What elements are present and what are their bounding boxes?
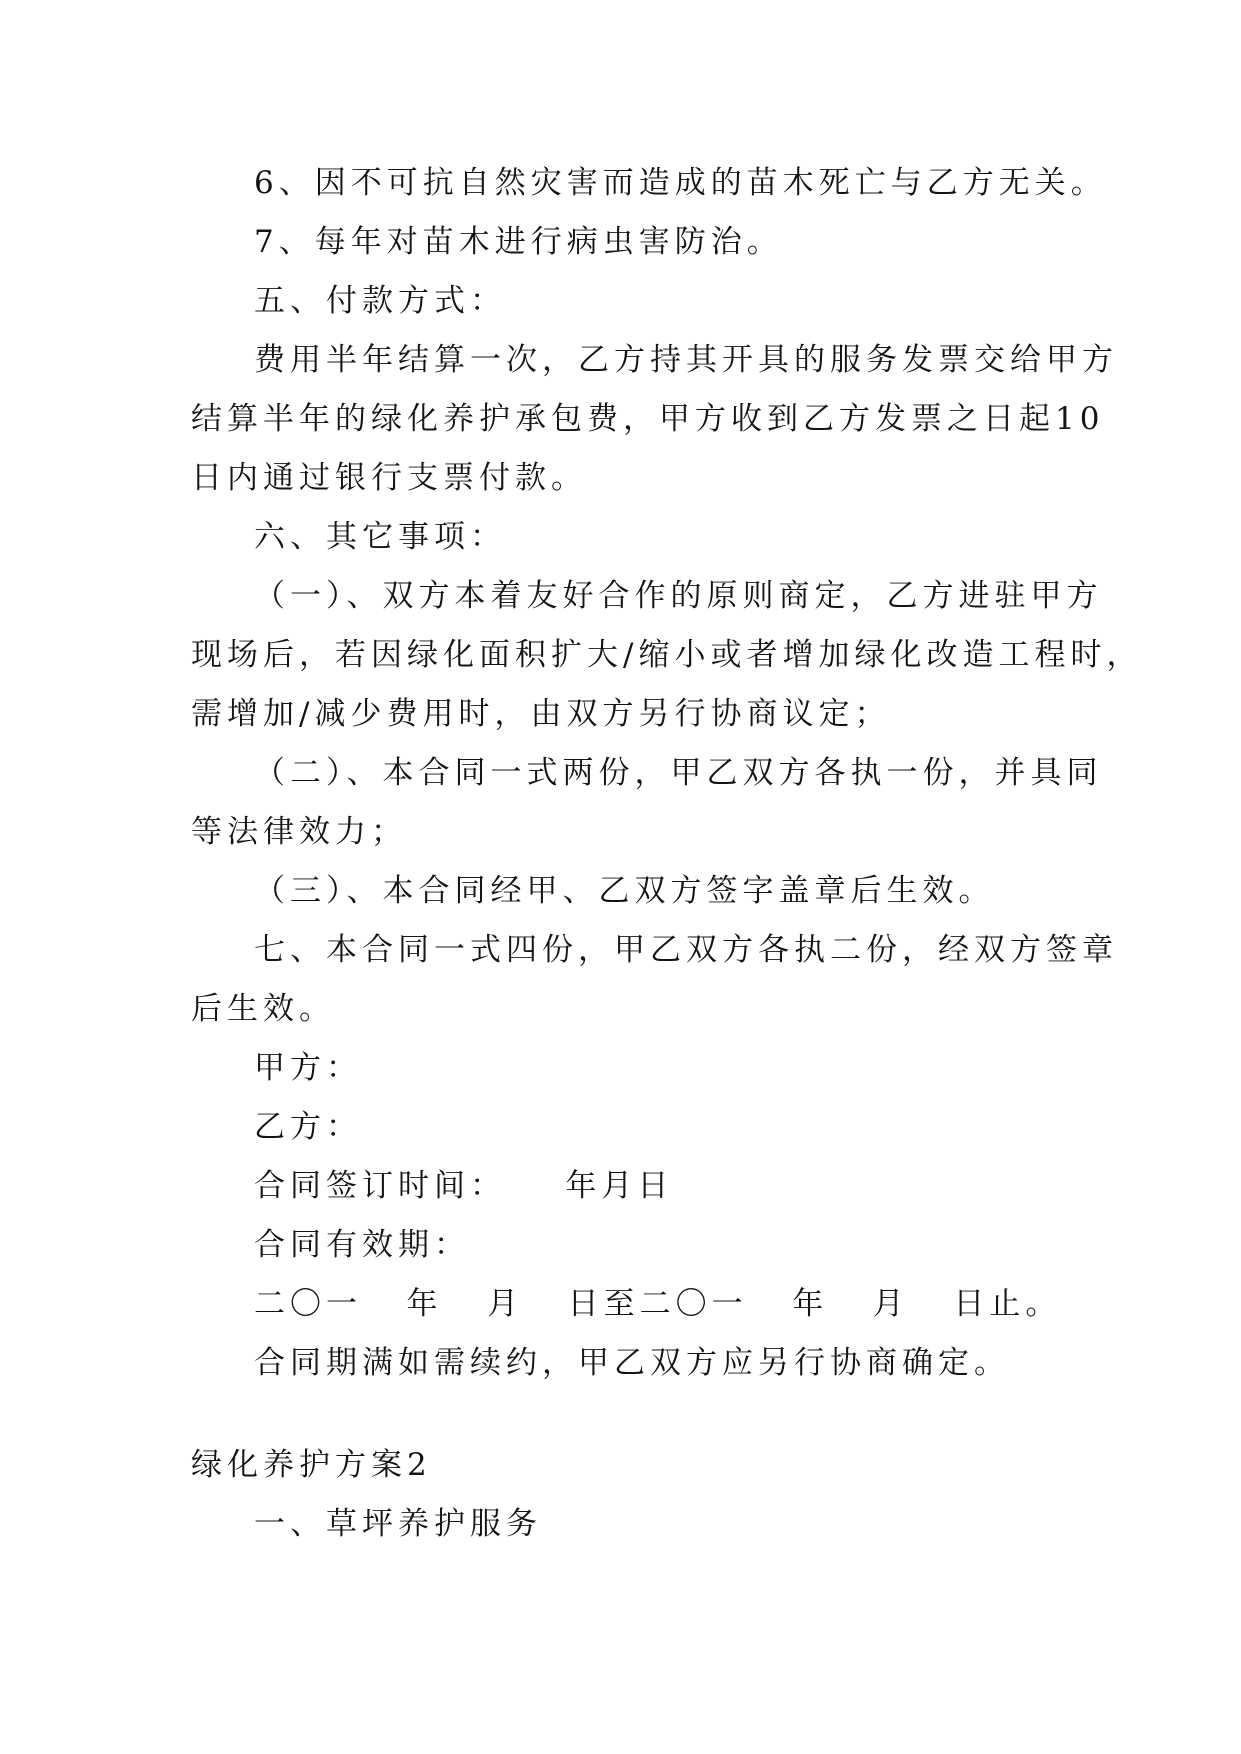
text-line: 等法律效力； <box>191 814 407 850</box>
text-line: 七、本合同一式四份，甲乙双方各执二份，经双方签章 <box>254 932 1118 968</box>
party-a-label: 甲方： <box>254 1050 362 1086</box>
text-line: （一）、双方本着友好合作的原则商定，乙方进驻甲方 <box>254 578 1103 614</box>
text-line: 需增加/减少费用时，由双方另行协商议定； <box>191 696 891 732</box>
text-line: 结算半年的绿化养护承包费，甲方收到乙方发票之日起10 <box>191 401 1105 437</box>
text-line: 7、每年对苗木进行病虫害防治。 <box>254 224 783 260</box>
text-line: 日内通过银行支票付款。 <box>191 460 587 496</box>
section-heading: 六、其它事项： <box>254 519 506 555</box>
text-line: 现场后，若因绿化面积扩大/缩小或者增加绿化改造工程时， <box>191 637 1143 673</box>
text-line: 后生效。 <box>191 991 335 1027</box>
plan-title: 绿化养护方案2 <box>191 1447 432 1483</box>
text-line: 6、因不可抗自然灾害而造成的苗木死亡与乙方无关。 <box>254 165 1107 201</box>
text-line: （二）、本合同一式两份，甲乙双方各执一份，并具同 <box>254 755 1103 791</box>
signing-date-line: 合同签订时间： 年月日 <box>254 1168 674 1204</box>
validity-label: 合同有效期： <box>254 1227 470 1263</box>
text-line: 费用半年结算一次，乙方持其开具的服务发票交给甲方 <box>254 342 1118 378</box>
validity-period-line: 二〇一 年 月 日至二〇一 年 月 日止。 <box>254 1286 1062 1322</box>
text-line: 合同期满如需续约，甲乙双方应另行协商确定。 <box>254 1345 1010 1381</box>
section-heading: 一、草坪养护服务 <box>254 1506 542 1542</box>
section-heading: 五、付款方式： <box>254 283 506 319</box>
party-b-label: 乙方： <box>254 1109 362 1145</box>
text-line: （三）、本合同经甲、乙双方签字盖章后生效。 <box>254 873 995 909</box>
